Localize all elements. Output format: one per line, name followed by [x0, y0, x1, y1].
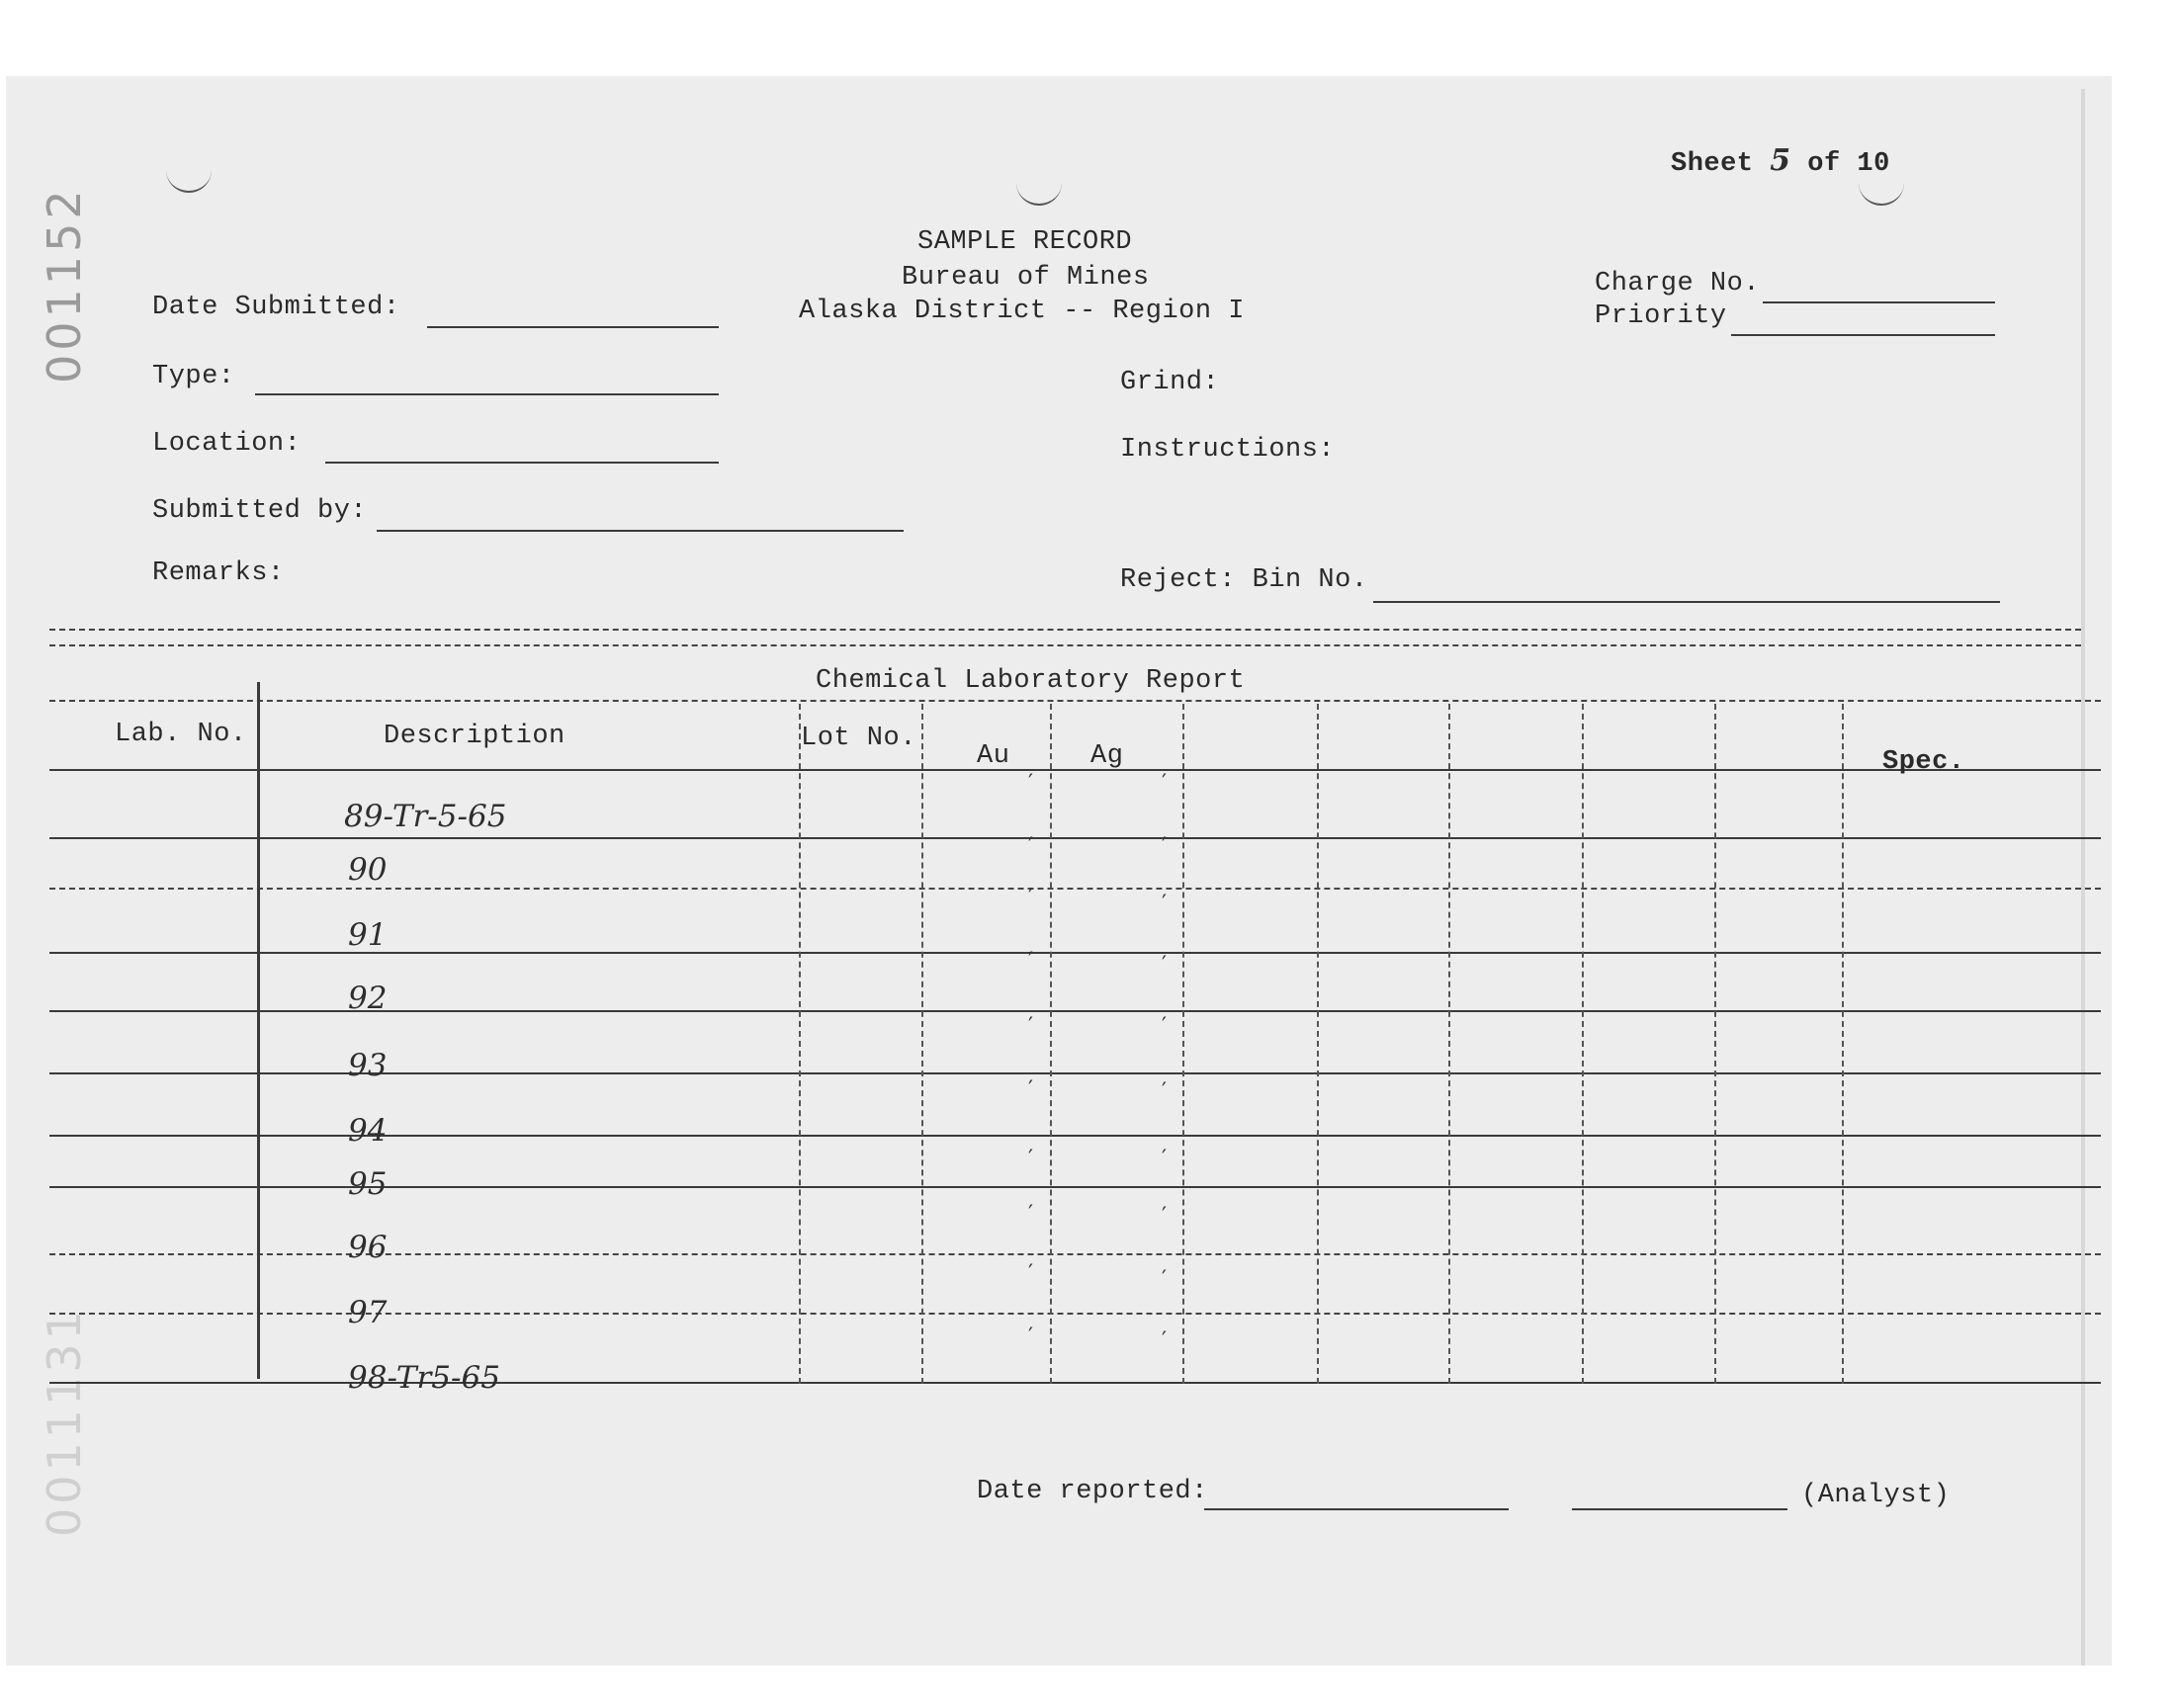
- ag-check-mark: ′: [1162, 834, 1167, 859]
- ag-check-mark: ′: [1162, 892, 1167, 916]
- analyst-line: [1572, 1508, 1787, 1510]
- row-description: 91: [348, 917, 388, 953]
- remarks-label: Remarks:: [152, 558, 285, 588]
- au-check-mark: ′: [1028, 1014, 1033, 1039]
- priority-line: [1731, 334, 1995, 336]
- row-description: 89-Tr-5-65: [344, 799, 507, 834]
- separator-line-2: [49, 644, 2081, 646]
- ag-check-mark: ′: [1162, 1204, 1167, 1229]
- au-check-mark: ′: [1028, 1261, 1033, 1286]
- separator-line-1: [49, 629, 2081, 631]
- row-description: 95: [348, 1166, 388, 1202]
- date-submitted-label: Date Submitted:: [152, 293, 400, 322]
- row-line: [49, 888, 2101, 890]
- location-label: Location:: [152, 429, 302, 459]
- col-header-spec: Spec.: [1882, 747, 1965, 777]
- location-line: [325, 462, 719, 464]
- charge-no-label: Charge No.: [1595, 269, 1761, 299]
- ag-check-mark: ′: [1162, 1014, 1167, 1039]
- ag-check-mark: ′: [1162, 1079, 1167, 1104]
- col-divider-8: [1714, 704, 1716, 1384]
- col-divider-au: [1050, 704, 1052, 1384]
- sheet-of: of 10: [1807, 149, 1890, 179]
- ag-check-mark: ′: [1162, 771, 1167, 796]
- col-divider-5: [1317, 704, 1319, 1384]
- sheet-number: 5: [1770, 143, 1791, 178]
- row-description: 90: [348, 852, 388, 888]
- side-stamp-number: 001152: [38, 186, 91, 384]
- col-divider-9: [1842, 704, 1844, 1384]
- ag-check-mark: ′: [1162, 1267, 1167, 1292]
- table-header-line: [49, 769, 2101, 771]
- ag-check-mark: ′: [1162, 1328, 1167, 1353]
- date-reported-label: Date reported:: [977, 1477, 1208, 1506]
- au-check-mark: ′: [1028, 1077, 1033, 1102]
- au-check-mark: ′: [1028, 886, 1033, 910]
- col-header-au: Au: [977, 741, 1010, 771]
- form-title: SAMPLE RECORD: [917, 227, 1133, 257]
- row-description: 96: [348, 1230, 388, 1265]
- type-line: [255, 393, 719, 395]
- report-title: Chemical Laboratory Report: [816, 666, 1246, 696]
- sheet-label: Sheet: [1671, 149, 1754, 179]
- row-description: 92: [348, 981, 388, 1016]
- reject-bin-line: [1373, 601, 2000, 603]
- side-stamp-faint: 0011131: [38, 1307, 91, 1537]
- sheet-indicator: [1671, 143, 1890, 179]
- ag-check-mark: ′: [1162, 1147, 1167, 1171]
- submitted-by-line: [377, 530, 904, 532]
- au-check-mark: ′: [1028, 1202, 1033, 1227]
- col-divider-lot: [921, 704, 923, 1384]
- col-divider-ag: [1182, 704, 1184, 1384]
- au-check-mark: ′: [1028, 834, 1033, 859]
- col-divider-lab: [257, 682, 260, 1379]
- type-label: Type:: [152, 362, 235, 391]
- grind-label: Grind:: [1120, 368, 1220, 397]
- district-name: Alaska District -- Region I: [799, 297, 1245, 326]
- instructions-label: Instructions:: [1120, 435, 1336, 465]
- table-top-line: [49, 700, 2101, 702]
- col-divider-7: [1582, 704, 1584, 1384]
- charge-no-line: [1763, 301, 1995, 303]
- row-description: 93: [348, 1048, 388, 1083]
- row-description: 98-Tr5-65: [348, 1360, 500, 1396]
- agency-name: Bureau of Mines: [902, 263, 1150, 293]
- au-check-mark: ′: [1028, 1147, 1033, 1171]
- row-description: 94: [348, 1113, 388, 1149]
- date-reported-line: [1204, 1508, 1509, 1510]
- date-submitted-line: [427, 326, 719, 328]
- sheet-edge: [2081, 89, 2085, 1665]
- col-divider-desc: [799, 704, 801, 1384]
- row-line: [49, 837, 2101, 839]
- analyst-label: (Analyst): [1801, 1481, 1951, 1510]
- au-check-mark: ′: [1028, 949, 1033, 974]
- au-check-mark: ′: [1028, 1324, 1033, 1349]
- au-check-mark: ′: [1028, 771, 1033, 796]
- col-header-description: Description: [384, 722, 566, 751]
- col-header-lab-no: Lab. No.: [115, 720, 247, 749]
- priority-label: Priority: [1595, 301, 1727, 331]
- col-header-ag: Ag: [1090, 741, 1124, 771]
- ag-check-mark: ′: [1162, 953, 1167, 978]
- reject-bin-label: Reject: Bin No.: [1120, 565, 1368, 595]
- col-header-lot-no: Lot No.: [801, 724, 916, 753]
- submitted-by-label: Submitted by:: [152, 496, 368, 526]
- row-description: 97: [348, 1295, 388, 1330]
- col-divider-6: [1448, 704, 1450, 1384]
